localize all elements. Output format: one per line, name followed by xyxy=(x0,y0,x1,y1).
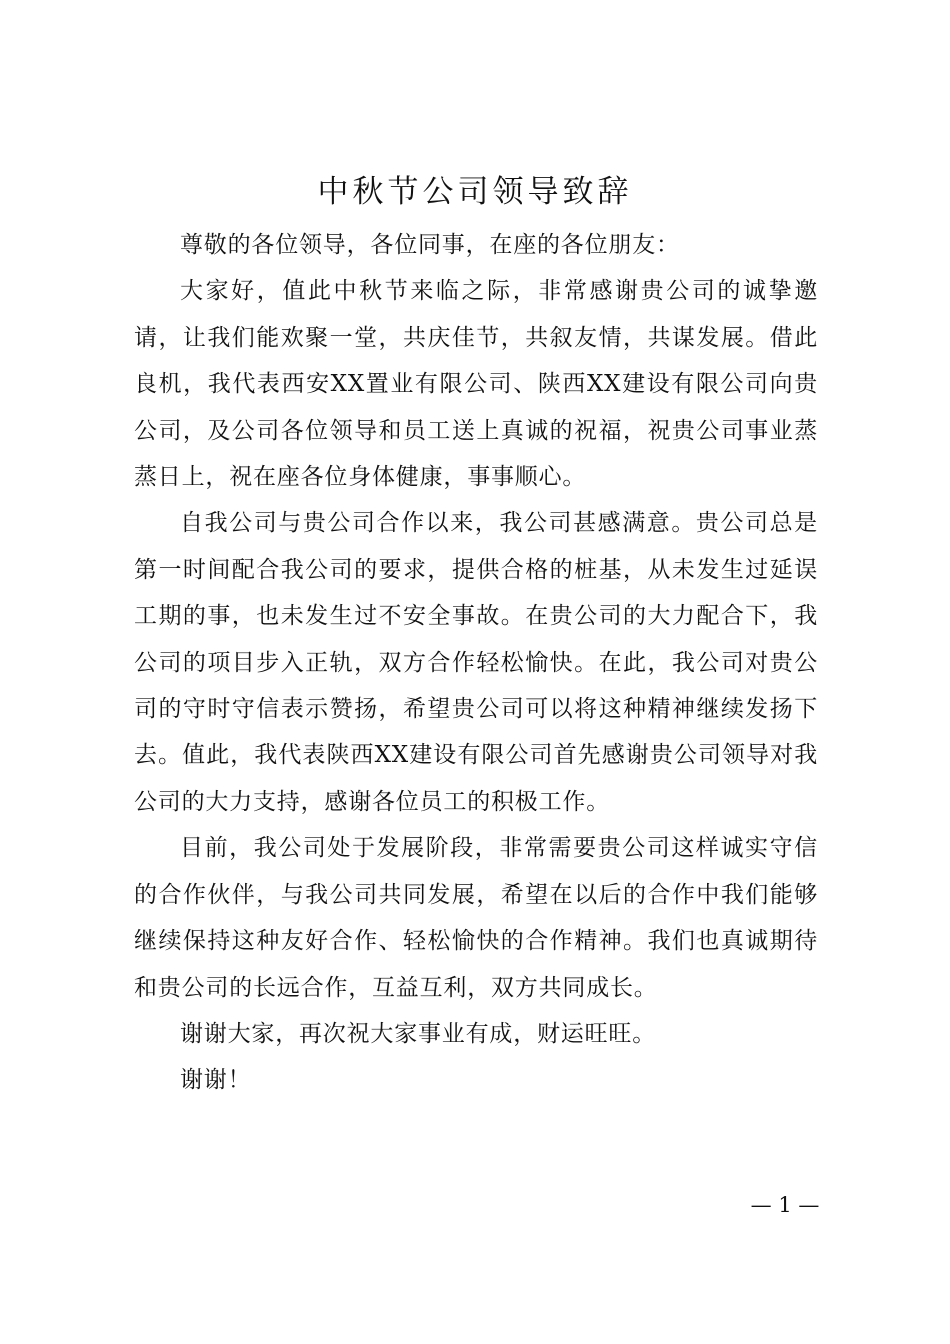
thanks-paragraph: 谢谢！ xyxy=(180,1067,252,1094)
future-paragraph: 目前，我公司处于发展阶段，非常需要贵公司这样诚实守信的合作伙伴，与我公司共同发展，希望在以后的合作中我们能够继续保持这种友好合作、轻松愉快的合作精神。我们也真诚期待和贵公司的长远合作，互益互利，双方共同成长。 xyxy=(134,835,818,1001)
salutation-paragraph: 尊敬的各位领导，各位同事，在座的各位朋友： xyxy=(180,232,680,258)
document-title: 中秋节公司领导致辞 xyxy=(317,174,633,210)
page-number: — 1 — xyxy=(750,1193,820,1217)
document-body xyxy=(134,222,818,1104)
greeting-paragraph: 大家好，值此中秋节来临之际，非常感谢贵公司的诚挚邀请，让我们能欢聚一堂，共庆佳节，共叙友情，共谋发展。借此良机，我代表西安XX置业有限公司、陕西XX建设有限公司向贵公司，及公司各位领导和员工送上真诚的祝福，祝贵公司事业蒸蒸日上，祝在座各位身体健康，事事顺心。 xyxy=(134,278,818,491)
closing-wishes-paragraph: 谢谢大家，再次祝大家事业有成，财运旺旺。 xyxy=(180,1020,656,1047)
cooperation-paragraph: 自我公司与贵公司合作以来，我公司甚感满意。贵公司总是第一时间配合我公司的要求，提供合格的桩基，从未发生过延误工期的事，也未发生过不安全事故。在贵公司的大力配合下，我公司的项目步入正轨，双方合作轻松愉快。在此，我公司对贵公司的守时守信表示赞扬，希望贵公司可以将这种精神继续发扬下去。值此，我代表陕西XX建设有限公司首先感谢贵公司领导对我公司的大力支持，感谢各位员工的积极工作。 xyxy=(134,510,818,815)
